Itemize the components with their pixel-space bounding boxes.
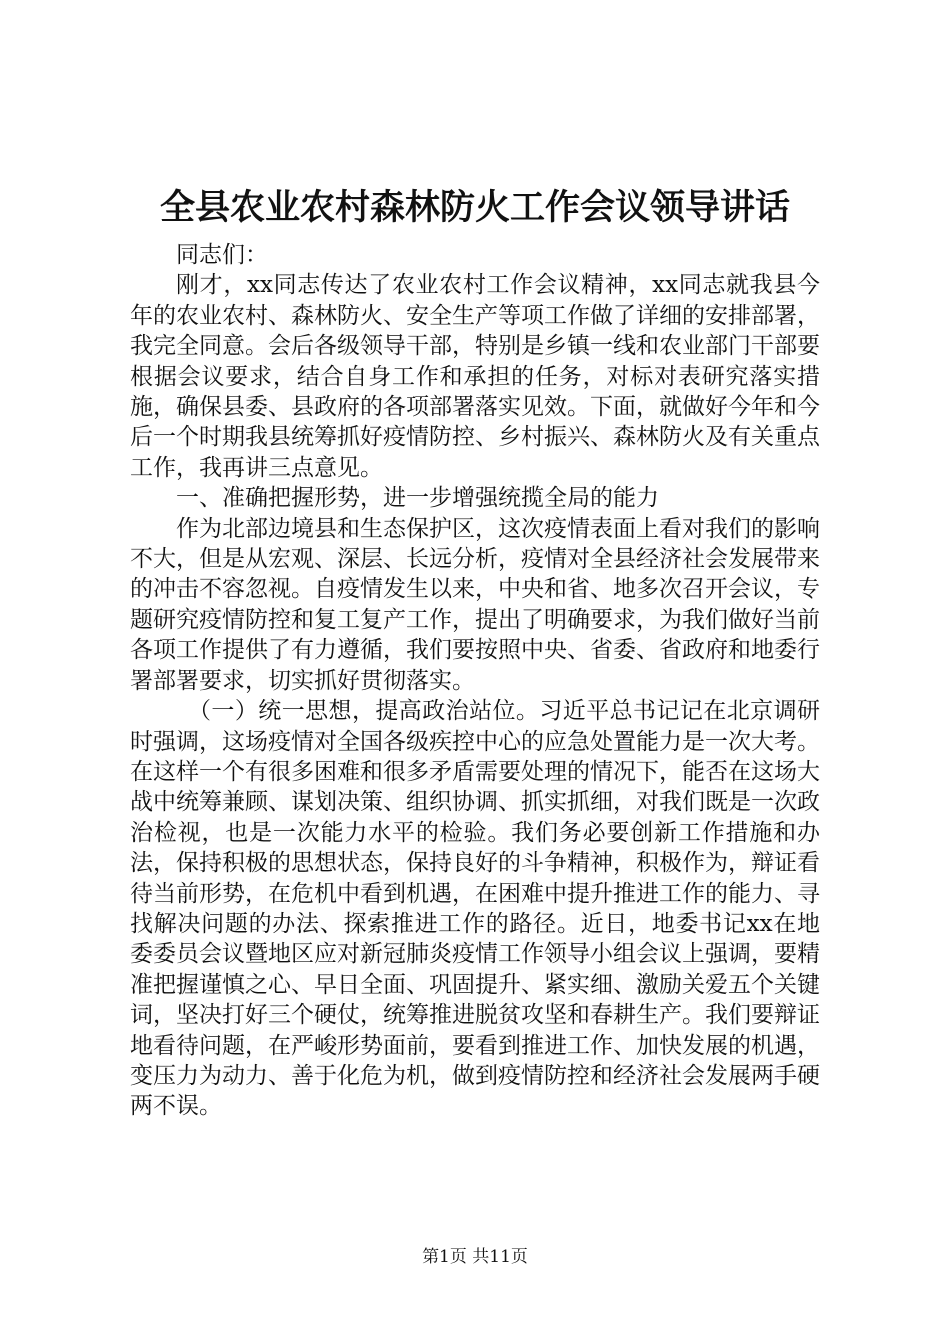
page-footer: 第1页 共11页	[422, 1247, 528, 1267]
salutation: 同志们：	[176, 242, 268, 268]
document-title: 全县农业农村森林防火工作会议领导讲话	[159, 187, 790, 228]
intro-paragraph: 刚才，xx同志传达了农业农村工作会议精神，xx同志就我县今年的农业农村、森林防火、安全生产等项工作做了详细的安排部署，我完全同意。会后各级领导干部，特别是乡镇一线和农业部门干部要根据会议要求，结合自身工作和承担的任务，对标对表研究落实措施，确保县委、县政府的各项部署落实见效。下面，就做好今年和今后一个时期我县统筹抓好疫情防控、乡村振兴、森林防火及有关重点工作，我再讲三点意见。	[130, 272, 820, 481]
subsection-1-paragraph: （一）统一思想，提高政治站位。习近平总书记记在北京调研时强调，这场疫情对全国各级疾控中心的应急处置能力是一次大考。在这样一个有很多困难和很多矛盾需要处理的情况下，能否在这场大战中统筹兼顾、谋划决策、组织协调、抓实抓细，对我们既是一次政治检视，也是一次能力水平的检验。我们务必要创新工作措施和办法，保持积极的思想状态，保持良好的斗争精神，积极作为，辩证看待当前形势，在危机中看到机遇，在困难中提升推进工作的能力、寻找解决问题的办法、探索推进工作的路径。近日，地委书记xx在地委委员会议暨地区应对新冠肺炎疫情工作领导小组会议上强调，要精准把握谨慎之心、早日全面、巩固提升、紧实细、激励关爱五个关键词，坚决打好三个硬仗，统筹推进脱贫攻坚和春耕生产。我们要辩证地看待问题，在严峻形势面前，要看到推进工作、加快发展的机遇，变压力为动力、善于化危为机，做到疫情防控和经济社会发展两手硬两不误。	[130, 698, 820, 1120]
section-1-paragraph: 作为北部边境县和生态保护区，这次疫情表面上看对我们的影响不大，但是从宏观、深层、长远分析，疫情对全县经济社会发展带来的冲击不容忽视。自疫情发生以来，中央和省、地多次召开会议，专题研究疫情防控和复工复产工作，提出了明确要求，为我们做好当前各项工作提供了有力遵循，我们要按照中央、省委、省政府和地委行署部署要求，切实抓好贯彻落实。	[130, 515, 820, 694]
document-body	[130, 240, 820, 1122]
section-heading-1: 一、准确把握形势，进一步增强统揽全局的能力	[176, 485, 659, 512]
